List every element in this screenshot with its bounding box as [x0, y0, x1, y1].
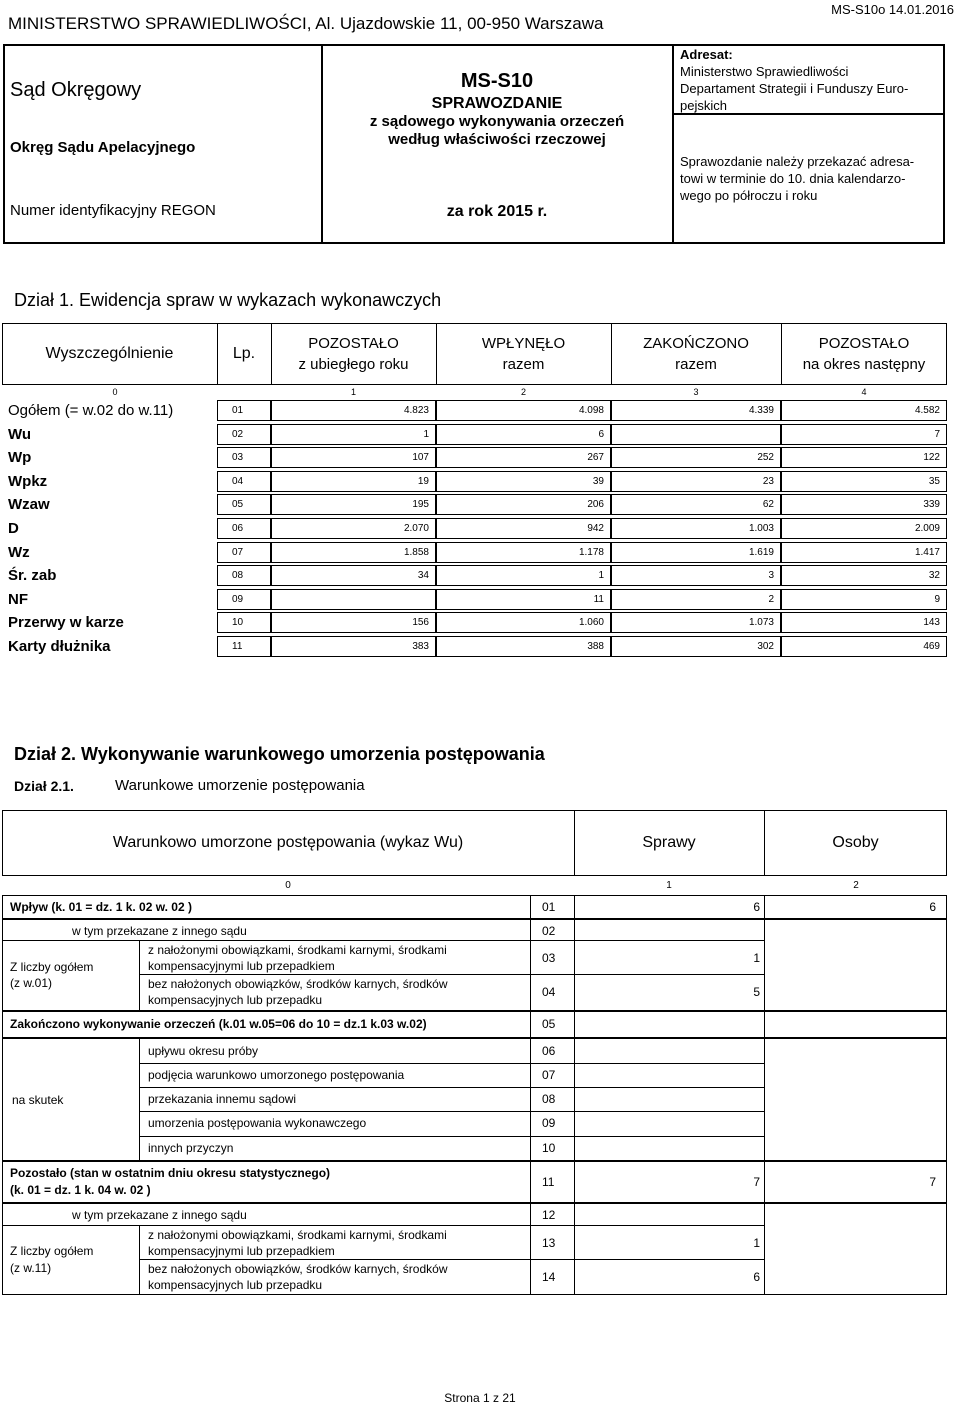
addressee-line-2: Departament Strategii i Funduszy Euro-: [680, 81, 909, 96]
table-rule: [530, 1011, 531, 1038]
remaining-persons: 7: [929, 1175, 936, 1189]
group1-v2: 5: [753, 985, 760, 999]
row-value-col-1: [271, 589, 436, 610]
table-rule: [530, 919, 531, 1011]
row-value-col-4: 2.009: [781, 518, 947, 539]
table-rule: [2, 940, 530, 941]
row-lp: 04: [217, 471, 271, 492]
row-label: Śr. zab: [8, 567, 57, 584]
row-label: Karty dłużnika: [8, 638, 111, 655]
col-header-spec: Wyszczególnienie: [45, 345, 174, 362]
row-value-col-1: 195: [271, 494, 436, 515]
col-number-2: 2: [520, 387, 526, 397]
table-rule: [530, 1038, 531, 1161]
row-value-col-1: 1: [271, 424, 436, 445]
col-header-4-b: na okres następny: [802, 356, 926, 373]
row-value-col-2: 1.060: [436, 612, 611, 633]
row-value-col-3: 23: [611, 471, 781, 492]
group1-label-1: Z liczby ogółem: [10, 960, 94, 974]
row-lp: 09: [217, 589, 271, 610]
row-value-col-3: 1.073: [611, 612, 781, 633]
col-header-1-b: z ubiegłego roku: [298, 356, 409, 373]
group1-v1: 1: [753, 951, 760, 965]
remaining-label-2: (k. 01 = dz. 1 k. 04 w. 02 ): [10, 1183, 151, 1197]
row-value-col-1: 1.858: [271, 542, 436, 563]
table-rule: [530, 1225, 764, 1226]
row-label: Ogółem (= w.02 do w.11): [8, 402, 174, 419]
form-code: MS-S10: [460, 70, 534, 92]
row-value-col-2: 206: [436, 494, 611, 515]
report-year: za rok 2015 r.: [446, 203, 548, 220]
group2-label-2: (z w.11): [10, 1261, 52, 1275]
table-rule: [139, 940, 140, 1011]
col-number-0: 0: [112, 387, 118, 397]
remaining-cases: 7: [753, 1175, 760, 1189]
row-value-col-1: 4.823: [271, 400, 436, 421]
result-label: upływu okresu próby: [148, 1044, 259, 1058]
result-lp: 09: [542, 1116, 556, 1130]
table-rule: [574, 1011, 575, 1038]
row-value-col-1: 107: [271, 447, 436, 468]
group2-v2: 6: [753, 1270, 760, 1284]
inflow-cases: 6: [753, 900, 760, 914]
group2-lp1: 13: [542, 1236, 556, 1250]
group2-row1-b: kompensacyjnymi lub przepadkiem: [148, 1244, 335, 1258]
table-rule: [139, 1087, 764, 1088]
table-rule: [764, 1203, 765, 1295]
group2-row2-b: kompensacyjnych lub przepadku: [148, 1278, 323, 1292]
group2-v1: 1: [753, 1236, 760, 1250]
regon-label: Numer identyfikacyjny REGON: [10, 202, 216, 219]
table-rule: [139, 1225, 140, 1295]
result-label: innych przyczyn: [148, 1141, 234, 1155]
table-rule: [764, 919, 765, 1011]
row-value-col-3: 302: [611, 636, 781, 657]
row-lp: 06: [217, 518, 271, 539]
table-rule: [271, 323, 272, 385]
row-value-col-1: 2.070: [271, 518, 436, 539]
result-label: przekazania innemu sądowi: [148, 1092, 297, 1106]
row-value-col-2: 1.178: [436, 542, 611, 563]
row-value-col-3: [611, 424, 781, 445]
row-value-col-3: 3: [611, 565, 781, 586]
s2-header-persons: Osoby: [832, 834, 879, 851]
row-label: D: [8, 520, 19, 537]
col-header-lp: Lp.: [232, 345, 256, 362]
row-value-col-4: 339: [781, 494, 947, 515]
row-value-col-4: 32: [781, 565, 947, 586]
row-lp: 03: [217, 447, 271, 468]
report-subtitle-1: z sądowego wykonywania orzeczeń: [369, 113, 625, 130]
report-subtitle-2: według właściwości rzeczowej: [388, 131, 606, 148]
row-value-col-3: 4.339: [611, 400, 781, 421]
table-rule: [139, 1038, 140, 1161]
row-value-col-1: 34: [271, 565, 436, 586]
row-label: Wu: [8, 426, 32, 443]
remaining-lp: 11: [542, 1175, 555, 1189]
table-rule: [764, 1038, 765, 1161]
result-label: umorzenia postępowania wykonawczego: [148, 1116, 367, 1130]
page-number: Strona 1 z 21: [444, 1391, 516, 1405]
row-value-col-2: 942: [436, 518, 611, 539]
table-rule: [530, 1203, 531, 1295]
table-rule: [530, 1161, 531, 1203]
col-header-4-a: POZOSTAŁO: [818, 335, 910, 352]
deadline-note-2: towi w terminie do 10. dnia kalendarzo-: [680, 171, 906, 186]
row-value-col-4: 9: [781, 589, 947, 610]
s2-col-number-0: 0: [285, 880, 291, 891]
result-lp: 06: [542, 1044, 556, 1058]
table-rule: [530, 895, 531, 919]
col-number-1: 1: [350, 387, 356, 397]
remaining-label-1: Pozostało (stan w ostatnim dniu okresu statystycznego): [10, 1166, 331, 1180]
group1-label-2: (z w.01): [10, 976, 53, 990]
result-lp: 10: [542, 1141, 556, 1155]
group2-lp2: 14: [542, 1270, 556, 1284]
table-rule: [530, 1259, 764, 1260]
group1-lp2: 04: [542, 985, 556, 999]
inflow-label: Wpływ (k. 01 = dz. 1 k. 02 w. 02 ): [10, 900, 192, 914]
row-lp: 05: [217, 494, 271, 515]
ministry-address: MINISTERSTWO SPRAWIEDLIWOŚCI, Al. Ujazdowskie 11, 00-950 Warszawa: [8, 14, 604, 33]
row-value-col-4: 469: [781, 636, 947, 657]
completed-lp: 05: [542, 1017, 556, 1031]
row-lp: 11: [217, 636, 271, 657]
table-rule: [139, 1136, 764, 1137]
addressee-line-1: Ministerstwo Sprawiedliwości: [680, 64, 849, 79]
col-header-3-b: razem: [675, 356, 717, 373]
group1-row1-b: kompensacyjnymi lub przepadkiem: [148, 959, 335, 973]
row-value-col-2: 267: [436, 447, 611, 468]
s2-col-number-1: 1: [666, 880, 672, 891]
row-value-col-2: 6: [436, 424, 611, 445]
row-label: Przerwy w karze: [8, 614, 124, 631]
deadline-note-1: Sprawozdanie należy przekazać adresa-: [680, 154, 915, 169]
row-label: Wp: [8, 449, 32, 466]
table-rule: [764, 1011, 765, 1038]
row-lp: 01: [217, 400, 271, 421]
group1-row2-a: bez nałożonych obowiązków, środków karnych, środków: [148, 977, 448, 991]
row-value-col-2: 388: [436, 636, 611, 657]
row-value-col-4: 143: [781, 612, 947, 633]
result-lp: 08: [542, 1092, 556, 1106]
row-value-col-3: 1.619: [611, 542, 781, 563]
row-lp: 08: [217, 565, 271, 586]
col-header-1-a: POZOSTAŁO: [308, 335, 399, 352]
row-label: NF: [8, 591, 28, 608]
row-value-col-3: 62: [611, 494, 781, 515]
section-1-title: Dział 1. Ewidencja spraw w wykazach wykonawczych: [14, 290, 442, 310]
group1-lp1: 03: [542, 951, 556, 965]
row-value-col-1: 383: [271, 636, 436, 657]
row-value-col-4: 1.417: [781, 542, 947, 563]
row-value-col-4: 35: [781, 471, 947, 492]
table-rule: [574, 1038, 575, 1161]
result-lp: 07: [542, 1068, 556, 1082]
court-name: Sąd Okręgowy: [10, 79, 142, 101]
row-value-col-4: 122: [781, 447, 947, 468]
row-lp: 02: [217, 424, 271, 445]
form-version: MS-S10o 14.01.2016: [831, 2, 954, 17]
group2-row1-a: z nałożonymi obowiązkami, środkami karnymi, środkami: [148, 1228, 447, 1242]
table-rule: [672, 44, 674, 244]
row-value-col-2: 4.098: [436, 400, 611, 421]
table-rule: [139, 1259, 530, 1260]
report-title: SPRAWOZDANIE: [431, 95, 563, 112]
results-label: na skutek: [12, 1093, 64, 1107]
row-label: Wpkz: [8, 473, 48, 490]
table-rule: [2, 1225, 530, 1226]
table-rule: [139, 1111, 764, 1112]
col-header-2-a: WPŁYNĘŁO: [481, 335, 566, 352]
row-label: Wzaw: [8, 496, 50, 513]
s2-col-number-2: 2: [853, 880, 859, 891]
col-header-3-a: ZAKOŃCZONO: [643, 335, 749, 352]
group1-row2-b: kompensacyjnych lub przepadku: [148, 993, 323, 1007]
col-number-3: 3: [693, 387, 699, 397]
table-rule: [139, 974, 530, 975]
row-value-col-3: 2: [611, 589, 781, 610]
row-lp: 07: [217, 542, 271, 563]
row-value-col-4: 7: [781, 424, 947, 445]
section-2-title: Dział 2. Wykonywanie warunkowego umorzenia postępowania: [14, 744, 545, 764]
row-value-col-1: 19: [271, 471, 436, 492]
section-2-1-title: Warunkowe umorzenie postępowania: [115, 777, 365, 794]
inflow-other-court-lp: 02: [542, 924, 556, 938]
table-rule: [530, 974, 764, 975]
s2-header-desc: Warunkowo umorzone postępowania (wykaz Wu): [112, 834, 464, 851]
table-rule: [530, 940, 764, 941]
table-rule: [672, 113, 945, 115]
inflow-persons: 6: [929, 900, 936, 914]
row-value-col-4: 4.582: [781, 400, 947, 421]
row-value-col-2: 11: [436, 589, 611, 610]
section-2-1-number: Dział 2.1.: [14, 778, 74, 794]
row-value-col-3: 1.003: [611, 518, 781, 539]
s2-header-cases: Sprawy: [642, 834, 696, 851]
appellate-district: Okręg Sądu Apelacyjnego: [10, 139, 196, 156]
col-number-4: 4: [861, 387, 867, 397]
addressee-label: Adresat:: [680, 47, 733, 62]
remaining-other-court-lp: 12: [542, 1208, 556, 1222]
table-rule: [436, 323, 437, 385]
group2-label-1: Z liczby ogółem: [10, 1244, 94, 1258]
row-lp: 10: [217, 612, 271, 633]
inflow-other-court-label: w tym przekazane z innego sądu: [72, 924, 247, 938]
row-value-col-3: 252: [611, 447, 781, 468]
deadline-note-3: wego po półroczu i roku: [680, 188, 818, 203]
result-label: podjęcia warunkowo umorzonego postępowania: [148, 1068, 405, 1082]
row-value-col-1: 156: [271, 612, 436, 633]
completed-label: Zakończono wykonywanie orzeczeń (k.01 w.05=06 do 10 = dz.1 k.03 w.02): [10, 1017, 427, 1031]
table-rule: [2, 1038, 947, 1161]
table-rule: [781, 323, 782, 385]
remaining-other-court-label: w tym przekazane z innego sądu: [72, 1208, 247, 1222]
inflow-lp: 01: [542, 900, 556, 914]
addressee-line-3: pejskich: [680, 98, 727, 113]
group1-row1-a: z nałożonymi obowiązkami, środkami karnymi, środkami: [148, 943, 447, 957]
row-label: Wz: [8, 544, 30, 561]
row-value-col-2: 39: [436, 471, 611, 492]
group2-row2-a: bez nałożonych obowiązków, środków karnych, środków: [148, 1262, 448, 1276]
table-rule: [139, 1063, 764, 1064]
row-value-col-2: 1: [436, 565, 611, 586]
col-header-2-b: razem: [502, 356, 545, 373]
table-rule: [611, 323, 612, 385]
